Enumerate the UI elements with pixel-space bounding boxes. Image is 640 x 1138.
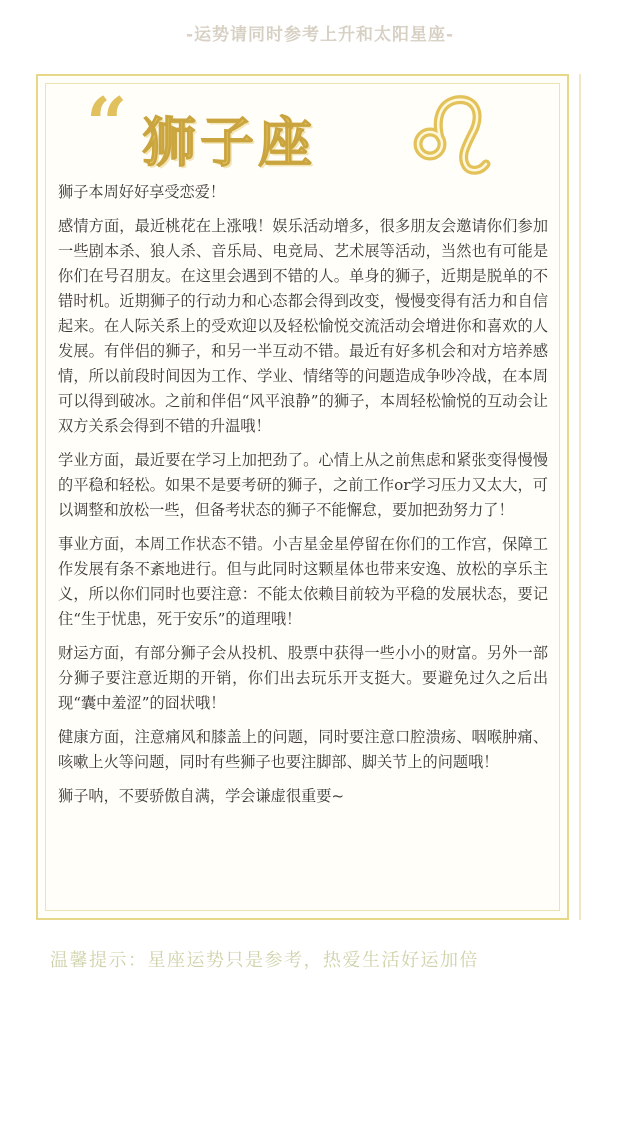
- love-paragraph: 感情方面，最近桃花在上涨哦！娱乐活动增多，很多朋友会邀请你们参加一些剧本杀、狼人杀、音乐局、电竞局、艺术展等活动，当然也有可能是你们在号召朋友。在这里会遇到不错的人。单身的狮子，近期是脱单的不错时机。近期狮子的行动力和心态都会得到改变，慢慢变得有活力和自信起来。在人际关系上的受欢迎以及轻松愉悦交流活动会增进你和喜欢的人发展。有伴侣的狮子，和另一半互动不错。最近有好多机会和对方培养感情，所以前段时间因为工作、学业、情绪等的问题造成争吵冷战，在本周可以得到破冰。之前和伴侣“风平浪静”的狮子，本周轻松愉悦的互动会让双方关系会得到不错的升温哦！: [58, 217, 548, 435]
- leo-symbol-icon: [408, 92, 494, 178]
- career-paragraph: 事业方面，本周工作状态不错。小吉星金星停留在你们的工作宫，保障工作发展有条不紊地进行。但与此同时这颗星体也带来安逸、放松的享乐主义，所以你们同时也要注意：不能太依赖目前较为平稳的发展状态，要记住“生于忧患，死于安乐”的道理哦！: [58, 535, 548, 628]
- card-side-line: [579, 74, 581, 920]
- page-title: 狮子座: [142, 111, 316, 174]
- intro-line: 狮子本周好好享受恋爱！: [58, 183, 226, 201]
- study-paragraph: 学业方面，最近要在学习上加把劲了。心情上从之前焦虑和紧张变得慢慢的平稳和轻松。如果不是要考研的狮子，之前工作or学习压力又太大，可以调整和放松一些，但备考状态的狮子不能懈怠，要加把劲努力了！: [58, 451, 548, 519]
- quote-mark: “: [86, 81, 128, 166]
- closing-line: 狮子呐，不要骄傲自满，学会谦虚很重要~: [58, 787, 345, 805]
- top-banner: -运势请同时参考上升和太阳星座-: [185, 25, 455, 45]
- wealth-paragraph: 财运方面，有部分狮子会从投机、股票中获得一些小小的财富。另外一部分狮子要注意近期的开销，你们出去玩乐开支挺大。要避免过久之后出现“囊中羞涩”的囧状哦！: [58, 644, 548, 712]
- health-paragraph: 健康方面，注意痛风和膝盖上的问题，同时要注意口腔溃疡、咽喉肿痛、咳嗽上火等问题，同时有些狮子也要注脚部、脚关节上的问题哦！: [58, 728, 548, 771]
- footer-tip: 温馨提示：星座运势只是参考，热爱生活好运加倍: [50, 950, 479, 971]
- horoscope-content: [58, 180, 548, 818]
